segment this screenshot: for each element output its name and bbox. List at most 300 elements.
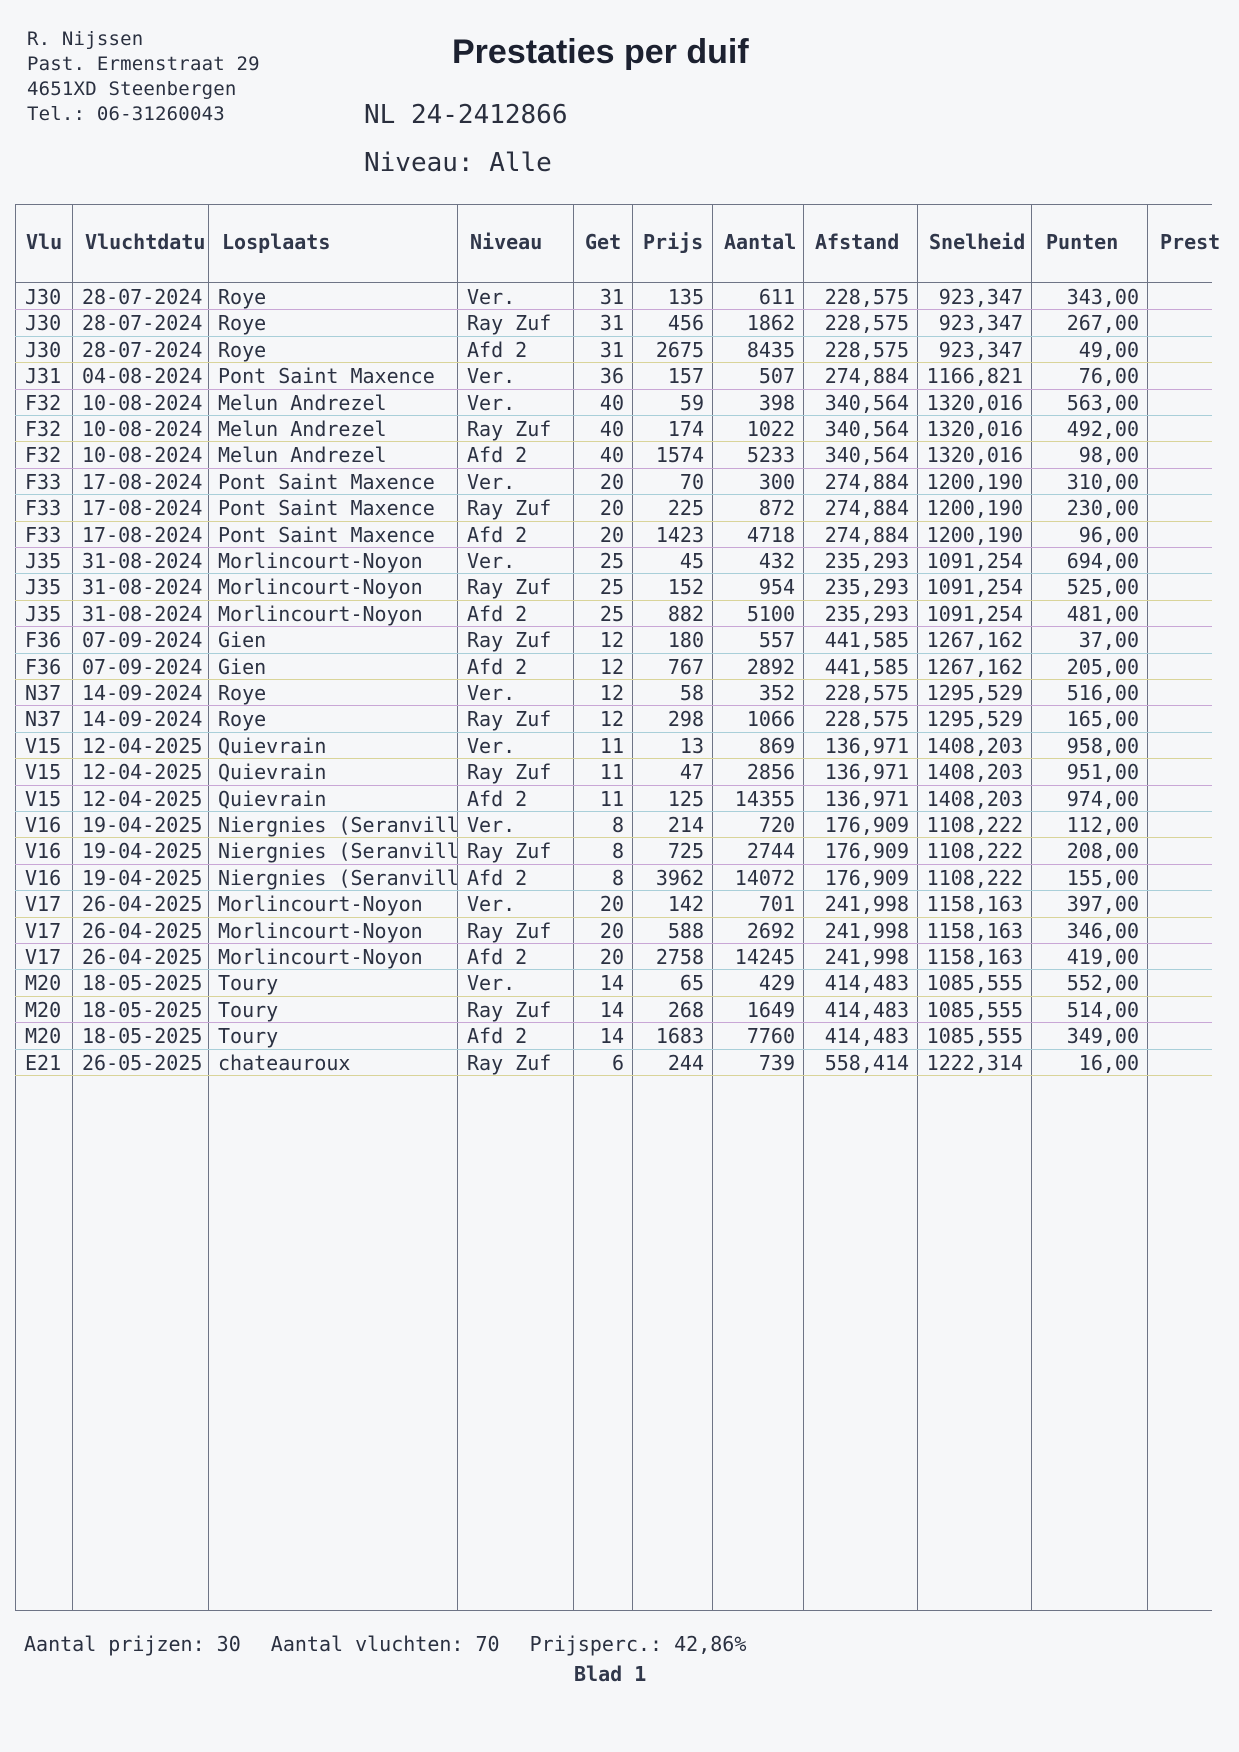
flight-date: 26-04-2025 [82,892,203,917]
row-separator [15,732,1212,733]
page-number: Blad 1 [574,1662,647,1686]
row-separator [15,837,1212,838]
sent: 6 [611,1050,624,1075]
sent: 25 [599,575,624,600]
release-place: Pont Saint Maxence [218,496,435,521]
row-separator [15,626,1212,627]
prize: 588 [667,918,704,943]
count: 1022 [746,417,795,441]
count: 507 [758,364,795,389]
level: Ray Zuf [467,707,552,732]
distance: 414,483 [824,971,909,996]
distance: 228,575 [824,285,909,309]
flight-date: 10-08-2024 [82,390,203,415]
points: 49,00 [1078,337,1139,362]
row-separator [15,494,1212,495]
release-place: Toury [218,1024,279,1049]
count: 2856 [746,760,795,785]
count: 14245 [734,945,795,969]
sent: 40 [599,417,624,441]
flight-code: V15 [25,786,62,811]
sent: 14 [599,1024,624,1049]
row-separator [15,653,1212,654]
row-separator [15,943,1212,944]
row-separator [15,362,1212,363]
owner-city: 4651XD Steenbergen [27,78,237,100]
speed: 1295,529 [926,707,1023,732]
release-place: Gien [218,654,267,679]
prize: 45 [679,549,704,573]
count: 1649 [746,997,795,1022]
sent: 12 [599,681,624,705]
owner-phone: Tel.: 06-31260043 [27,103,225,125]
sent: 20 [599,522,624,547]
sent: 8 [611,813,624,837]
level: Afd 2 [467,1024,528,1049]
flight-date: 18-05-2025 [82,1024,203,1049]
prize: 268 [667,997,704,1022]
points: 951,00 [1066,760,1139,785]
table-bottom-rule [15,1610,1212,1611]
flight-date: 19-04-2025 [82,813,203,837]
flight-code: V17 [25,918,62,943]
release-place: Melun Andrezel [218,443,387,468]
distance: 241,998 [824,892,909,917]
row-separator [15,547,1212,548]
release-place: Roye [218,337,267,362]
flight-date: 17-08-2024 [82,496,203,521]
sent: 25 [599,601,624,626]
distance: 176,909 [824,839,909,864]
distance: 176,909 [824,865,909,890]
speed: 1085,555 [926,971,1023,996]
flight-count: Aantal vluchten: 70 [270,1632,500,1656]
flight-code: F36 [25,654,62,679]
count: 7760 [746,1024,795,1049]
count: 429 [758,971,795,996]
speed: 1091,254 [926,601,1023,626]
prize: 298 [667,707,704,732]
count: 954 [758,575,795,600]
flight-date: 12-04-2025 [82,733,203,758]
flight-date: 26-04-2025 [82,918,203,943]
row-separator [15,1075,1212,1076]
level: Ver. [467,364,516,389]
release-place: Pont Saint Maxence [218,364,435,389]
flight-date: 17-08-2024 [82,469,203,494]
points: 694,00 [1066,549,1139,573]
column-header: Aantal [724,230,797,254]
prize: 1574 [655,443,704,468]
prize: 13 [679,733,704,758]
points: 516,00 [1066,681,1139,705]
flight-date: 10-08-2024 [82,417,203,441]
points: 514,00 [1066,997,1139,1022]
distance: 274,884 [824,496,909,521]
points: 343,00 [1066,285,1139,309]
prize: 1423 [655,522,704,547]
row-separator [15,1022,1212,1023]
row-separator [15,389,1212,390]
level: Ray Zuf [467,575,552,600]
flight-date: 18-05-2025 [82,997,203,1022]
speed: 1295,529 [926,681,1023,705]
release-place: Morlincourt-Noyon [218,601,423,626]
header-rule [15,282,1212,283]
prize: 157 [667,364,704,389]
prize: 214 [667,813,704,837]
release-place: Quievrain [218,786,327,811]
row-separator [15,441,1212,442]
speed: 1085,555 [926,997,1023,1022]
flight-date: 28-07-2024 [82,285,203,309]
prize: 70 [679,469,704,494]
level: Ray Zuf [467,1050,552,1075]
flight-code: F33 [25,496,62,521]
speed: 1158,163 [926,918,1023,943]
release-place: Niergnies (Seranvill [218,813,459,837]
prize: 180 [667,628,704,653]
flight-date: 31-08-2024 [82,575,203,600]
points: 208,00 [1066,839,1139,864]
speed: 1267,162 [926,628,1023,653]
row-separator [15,864,1212,865]
level: Ray Zuf [467,997,552,1022]
points: 96,00 [1078,522,1139,547]
speed: 1408,203 [926,733,1023,758]
sent: 40 [599,443,624,468]
level: Afd 2 [467,443,528,468]
row-separator [15,785,1212,786]
summary-footer [24,1632,764,1656]
level: Afd 2 [467,865,528,890]
prize: 882 [667,601,704,626]
prize: 125 [667,786,704,811]
flight-code: V16 [25,813,62,837]
flight-date: 26-05-2025 [82,1050,203,1075]
sent: 12 [599,707,624,732]
row-separator [15,309,1212,310]
prize: 225 [667,496,704,521]
points: 37,00 [1078,628,1139,653]
release-place: Toury [218,997,279,1022]
points: 112,00 [1066,813,1139,837]
distance: 274,884 [824,364,909,389]
count: 300 [758,469,795,494]
level: Afd 2 [467,601,528,626]
row-separator [15,679,1212,680]
row-separator [15,996,1212,997]
flight-code: J30 [25,311,62,336]
sent: 14 [599,971,624,996]
flight-code: E21 [25,1050,62,1075]
page-title: Prestaties per duif [452,33,749,71]
flight-code: M20 [25,971,62,996]
distance: 241,998 [824,945,909,969]
level: Ray Zuf [467,760,552,785]
row-separator [15,969,1212,970]
flight-code: V16 [25,865,62,890]
row-separator [15,890,1212,891]
flight-date: 10-08-2024 [82,443,203,468]
flight-code: V17 [25,945,62,969]
table-top-rule [15,204,1212,205]
flight-date: 26-04-2025 [82,945,203,969]
release-place: Roye [218,681,267,705]
level: Ver. [467,892,516,917]
flight-date: 07-09-2024 [82,628,203,653]
flight-code: M20 [25,997,62,1022]
level: Ver. [467,390,516,415]
count: 8435 [746,337,795,362]
count: 720 [758,813,795,837]
points: 419,00 [1066,945,1139,969]
count: 432 [758,549,795,573]
flight-date: 28-07-2024 [82,311,203,336]
flight-code: V17 [25,892,62,917]
speed: 1085,555 [926,1024,1023,1049]
prize: 2675 [655,337,704,362]
flight-code: F33 [25,469,62,494]
distance: 340,564 [824,417,909,441]
distance: 136,971 [824,733,909,758]
release-place: Morlincourt-Noyon [218,945,423,969]
points: 492,00 [1066,417,1139,441]
row-separator [15,600,1212,601]
speed: 923,347 [938,311,1023,336]
prize-count: Aantal prijzen: 30 [24,1632,241,1656]
flight-date: 04-08-2024 [82,364,203,389]
release-place: Pont Saint Maxence [218,522,435,547]
release-place: Niergnies (Seranvill [218,839,459,864]
speed: 1320,016 [926,443,1023,468]
flight-code: F32 [25,443,62,468]
column-header: Snelheid [929,230,1026,254]
sent: 12 [599,628,624,653]
row-separator [15,758,1212,759]
prize: 135 [667,285,704,309]
speed: 1320,016 [926,390,1023,415]
release-place: Morlincourt-Noyon [218,918,423,943]
points: 397,00 [1066,892,1139,917]
flight-code: V15 [25,733,62,758]
flight-code: J35 [25,575,62,600]
distance: 274,884 [824,522,909,547]
sent: 25 [599,549,624,573]
points: 205,00 [1066,654,1139,679]
count: 5233 [746,443,795,468]
distance: 340,564 [824,443,909,468]
flight-code: J35 [25,549,62,573]
release-place: Roye [218,311,267,336]
distance: 228,575 [824,337,909,362]
level: Afd 2 [467,945,528,969]
points: 165,00 [1066,707,1139,732]
level: Ver. [467,469,516,494]
flight-date: 31-08-2024 [82,601,203,626]
level: Ver. [467,549,516,573]
flight-date: 18-05-2025 [82,971,203,996]
flight-date: 14-09-2024 [82,707,203,732]
speed: 1158,163 [926,945,1023,969]
speed: 1166,821 [926,364,1023,389]
points: 974,00 [1066,786,1139,811]
count: 5100 [746,601,795,626]
prize: 456 [667,311,704,336]
sent: 20 [599,469,624,494]
count: 869 [758,733,795,758]
row-separator [15,1049,1212,1050]
prize: 1683 [655,1024,704,1049]
distance: 558,414 [824,1050,909,1075]
sent: 31 [599,311,624,336]
distance: 274,884 [824,469,909,494]
speed: 1200,190 [926,469,1023,494]
release-place: Pont Saint Maxence [218,469,435,494]
flight-date: 19-04-2025 [82,865,203,890]
points: 76,00 [1078,364,1139,389]
prize: 142 [667,892,704,917]
sent: 36 [599,364,624,389]
distance: 136,971 [824,760,909,785]
count: 557 [758,628,795,653]
distance: 136,971 [824,786,909,811]
owner-name: R. Nijssen [27,28,144,50]
points: 267,00 [1066,311,1139,336]
row-separator [15,468,1212,469]
speed: 1200,190 [926,496,1023,521]
flight-date: 28-07-2024 [82,337,203,362]
column-header: Afstand [815,230,900,254]
prize: 2758 [655,945,704,969]
distance: 235,293 [824,549,909,573]
row-separator [15,336,1212,337]
points: 481,00 [1066,601,1139,626]
level: Ray Zuf [467,918,552,943]
prize: 58 [679,681,704,705]
speed: 1108,222 [926,865,1023,890]
level: Afd 2 [467,654,528,679]
row-separator [15,521,1212,522]
sent: 8 [611,865,624,890]
release-place: Roye [218,707,267,732]
release-place: Melun Andrezel [218,417,387,441]
sent: 31 [599,337,624,362]
row-separator [15,573,1212,574]
sent: 11 [599,786,624,811]
flight-date: 14-09-2024 [82,681,203,705]
count: 2692 [746,918,795,943]
sent: 8 [611,839,624,864]
row-separator [15,415,1212,416]
prize: 65 [679,971,704,996]
distance: 228,575 [824,707,909,732]
distance: 441,585 [824,654,909,679]
ring-number: NL 24-2412866 [364,100,568,130]
points: 16,00 [1078,1050,1139,1075]
speed: 923,347 [938,337,1023,362]
distance: 414,483 [824,1024,909,1049]
prize: 59 [679,390,704,415]
level: Ver. [467,971,516,996]
flight-date: 17-08-2024 [82,522,203,547]
distance: 340,564 [824,390,909,415]
sent: 14 [599,997,624,1022]
sent: 12 [599,654,624,679]
flight-code: F33 [25,522,62,547]
speed: 1320,016 [926,417,1023,441]
count: 1862 [746,311,795,336]
flight-date: 31-08-2024 [82,549,203,573]
prize: 47 [679,760,704,785]
column-header: Niveau [470,230,543,254]
release-place: Morlincourt-Noyon [218,892,423,917]
sent: 20 [599,945,624,969]
level: Ray Zuf [467,311,552,336]
release-place: Melun Andrezel [218,390,387,415]
release-place: Niergnies (Seranvill [218,865,459,890]
count: 2892 [746,654,795,679]
count: 14355 [734,786,795,811]
points: 310,00 [1066,469,1139,494]
prize: 174 [667,417,704,441]
level: Ray Zuf [467,839,552,864]
column-header: Vluchtdatu [85,230,206,254]
points: 155,00 [1066,865,1139,890]
release-place: Roye [218,285,267,309]
level: Ray Zuf [467,417,552,441]
points: 98,00 [1078,443,1139,468]
level: Ver. [467,285,516,309]
speed: 1222,314 [926,1050,1023,1075]
points: 349,00 [1066,1024,1139,1049]
level: Afd 2 [467,337,528,362]
release-place: Morlincourt-Noyon [218,549,423,573]
flight-code: N37 [25,707,62,732]
owner-address [27,27,260,127]
flight-code: J31 [25,364,62,389]
column-header: Punten [1046,230,1119,254]
prize: 3962 [655,865,704,890]
owner-street: Past. Ermenstraat 29 [27,53,260,75]
column-header: Vlu [26,230,63,254]
speed: 923,347 [938,285,1023,309]
speed: 1091,254 [926,549,1023,573]
sent: 20 [599,496,624,521]
sent: 20 [599,892,624,917]
distance: 241,998 [824,918,909,943]
release-place: Quievrain [218,760,327,785]
release-place: Gien [218,628,267,653]
flight-date: 19-04-2025 [82,839,203,864]
flight-date: 12-04-2025 [82,760,203,785]
distance: 228,575 [824,681,909,705]
prize: 152 [667,575,704,600]
points: 525,00 [1066,575,1139,600]
flight-code: F32 [25,417,62,441]
release-place: Quievrain [218,733,327,758]
column-header: Get [585,230,622,254]
sent: 11 [599,733,624,758]
flight-code: F36 [25,628,62,653]
flight-code: V15 [25,760,62,785]
row-separator [15,705,1212,706]
count: 398 [758,390,795,415]
flight-code: M20 [25,1024,62,1049]
flight-date: 12-04-2025 [82,786,203,811]
prize: 244 [667,1050,704,1075]
distance: 441,585 [824,628,909,653]
